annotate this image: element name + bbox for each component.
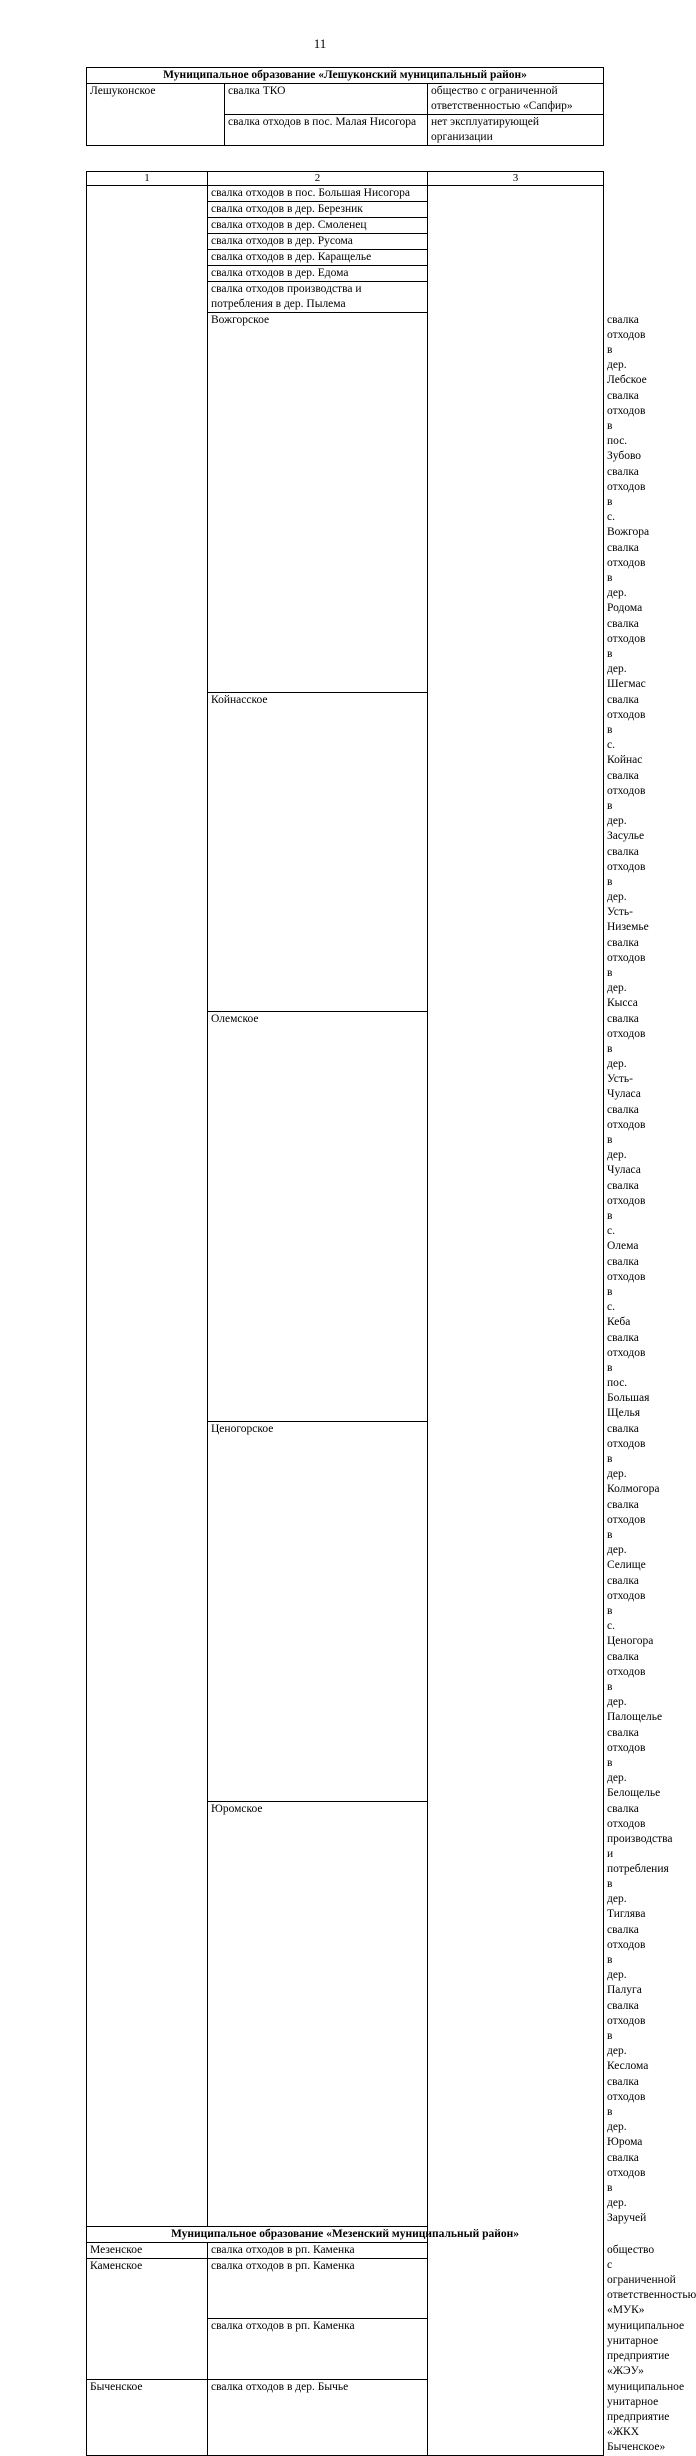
table-row: Мезенское свалка отходов в рп. Каменка общество с ограниченной ответственностью «МУК» xyxy=(87,2243,604,2259)
table-row: свалка отходов в дер. Засулье xyxy=(607,770,646,842)
table-continuation xyxy=(86,171,696,2456)
table-row: свалка отходов в рп. Каменка муниципальное унитарное предприятие «ЖЭУ» xyxy=(87,2319,604,2380)
table-row: свалка отходов в с. Вожгора xyxy=(607,466,650,538)
table-row: свалка отходов в с. Кеба xyxy=(607,1256,646,1328)
settlement-cell: Лешуконское xyxy=(87,84,225,146)
site-cell: свалка отходов в дер. Едома xyxy=(208,266,428,282)
settlement-cell: Вожгорское xyxy=(208,313,428,693)
table-row: свалка отходов в дер. Заручей xyxy=(607,2152,647,2224)
table-row: свалка отходов в дер. Юрома xyxy=(607,2076,646,2148)
table-row: свалка отходов в дер. Кеслома xyxy=(607,2000,649,2072)
table-row: свалка отходов в с. Олема xyxy=(607,1180,646,1252)
settlement-cell: Быченское xyxy=(87,2380,208,2456)
table-row: свалка отходов в пос. Большая Щелья xyxy=(607,1332,650,1419)
table-row: свалка отходов в дер. Шегмас xyxy=(607,618,646,690)
settlement-cell: Мезенское xyxy=(87,2243,208,2259)
site-cell: свалка отходов в рп. Каменка xyxy=(208,2259,428,2319)
section-row xyxy=(87,68,604,84)
table-row: Олемское свалка отходов в дер. Усть-Чуласа xyxy=(87,1012,604,1103)
table-leshukonsky xyxy=(86,67,604,146)
table-row: свалка отходов в дер. Палощелье xyxy=(607,1651,663,1723)
site-cell: свалка отходов в дер. Каращелье xyxy=(208,250,428,266)
operator-cell xyxy=(428,186,604,2456)
settlement-cell: Юромское xyxy=(208,1802,428,2227)
column-header: 3 xyxy=(428,172,604,186)
settlement-cell: Каменское xyxy=(87,2259,208,2380)
table-row: свалка отходов в дер. Усть-Низемье xyxy=(607,846,649,933)
site-cell: свалка отходов в пос. Малая Нисогора xyxy=(225,115,428,146)
table-row: свалка отходов в с. Ценогора xyxy=(607,1575,654,1647)
site-cell: свалка ТКО xyxy=(225,84,428,115)
table-row: Вожгорское свалка отходов в дер. Лебское xyxy=(87,313,604,389)
table-row: свалка отходов в дер. Селище xyxy=(607,1499,646,1571)
site-cell: свалка отходов в рп. Каменка xyxy=(208,2319,428,2380)
table-row: свалка отходов в дер. Кысса xyxy=(607,937,646,1009)
section-title: Муниципальное образование «Мезенский муниципальный район» xyxy=(87,2227,604,2243)
table-row: свалка отходов в дер. Родома xyxy=(607,542,646,614)
site-cell: свалка отходов в дер. Русома xyxy=(208,234,428,250)
section-title: Муниципальное образование «Лешуконский муниципальный район» xyxy=(87,68,604,84)
settlement-cell: Койнасское xyxy=(208,693,428,1012)
header-row xyxy=(87,172,604,186)
page-number: 11 xyxy=(313,36,327,51)
table-row xyxy=(87,186,604,202)
settlement-cell xyxy=(87,186,208,2227)
table-row: Ценогорское свалка отходов в дер. Колмогора xyxy=(87,1422,604,1498)
site-cell: свалка отходов в рп. Каменка xyxy=(208,2243,428,2259)
table-row: Быченское свалка отходов в дер. Бычье муниципальное унитарное предприятие «ЖКХ Быченское» xyxy=(87,2380,604,2456)
table-row: свалка отходов в дер. Чуласа xyxy=(607,1104,646,1176)
site-cell: свалка отходов производства и потребления в дер. Пылема xyxy=(208,282,428,313)
settlement-cell: Ценогорское xyxy=(208,1422,428,1802)
table-row: свалка отходов в дер. Белощелье xyxy=(607,1727,661,1799)
table-row: Койнасское свалка отходов в с. Койнас xyxy=(87,693,604,769)
operator-cell: общество с ограниченной ответственностью «Сапфир» xyxy=(428,84,604,115)
operator-cell: нет эксплуатирующей организации xyxy=(428,115,604,146)
section-row xyxy=(87,2227,604,2243)
site-cell: свалка отходов в дер. Бычье xyxy=(208,2380,428,2456)
settlement-cell: Олемское xyxy=(208,1012,428,1422)
column-header: 1 xyxy=(87,172,208,186)
site-cell: свалка отходов в дер. Березник xyxy=(208,202,428,218)
table-row: свалка отходов в пос. Зубово xyxy=(607,390,646,462)
site-cell: свалка отходов в дер. Смоленец xyxy=(208,218,428,234)
table-row: Юромское свалка отходов производства и потребления в дер. Тиглява xyxy=(87,1802,604,1923)
table-row: свалка отходов в дер. Палуга xyxy=(607,1924,646,1996)
column-header: 2 xyxy=(208,172,428,186)
table-row xyxy=(87,84,604,115)
site-cell: свалка отходов в пос. Большая Нисогора xyxy=(208,186,428,202)
